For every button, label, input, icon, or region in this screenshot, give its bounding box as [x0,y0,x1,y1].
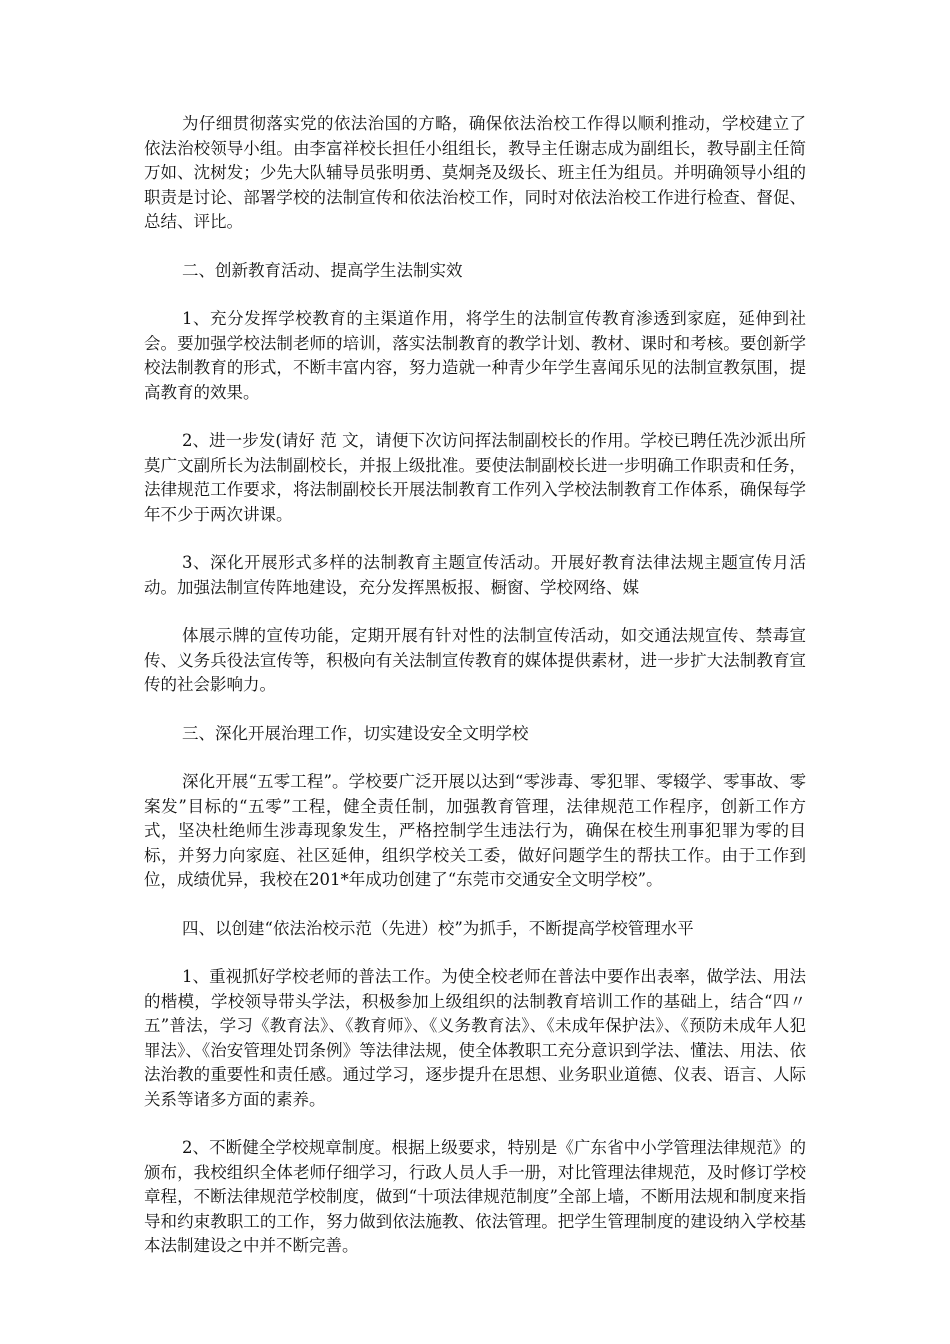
paragraph-2-3: 3、深化开展形式多样的法制教育主题宣传活动。开展好教育法律法规主题宣传月活动。加强法制宣传阵地建设，充分发挥黑板报、橱窗、学校网络、媒 [144,553,806,597]
paragraph-4-1: 1、重视抓好学校老师的普法工作。为使全校老师在普法中要作出表率，做学法、用法的楷模，学校领导带头学法，积极参加上级组织的法制教育培训工作的基础上，结合“四〃五”普法，学习《教育法》、《教育师》、《义务教育法》、《未成年保护法》、《预防未成年人犯罪法》、《治安管理处罚条例》等法律法规，使全体教职工充分意识到学法、懂法、用法、依法治教的重要性和责任感。通过学习，逐步提升在思想、业务职业道德、仪表、语言、人际关系等诸多方面的素养。 [144,967,806,1109]
section-heading-2: 二、创新教育活动、提高学生法制实效 [181,260,463,280]
paragraph-leadership-group: 为仔细贯彻落实党的依法治国的方略，确保依法治校工作得以顺利推动，学校建立了依法治校领导小组。由李富祥校长担任小组组长，教导主任谢志成为副组长，教导副主任简万如、沈树发；少先大队辅导员张明勇、莫炯尧及级长、班主任为组员。并明确领导小组的职责是讨论、部署学校的法制宣传和依法治校工作，同时对依法治校工作进行检查、督促、总结、评比。 [144,114,806,231]
paragraph-2-2: 2、进一步发(请好 范 文，请便下次访问挥法制副校长的作用。学校已聘任冼沙派出所莫广文副所长为法制副校长，并报上级批准。要使法制副校长进一步明确工作职责和任务，法律规范工作要求，将法制副校长开展法制教育工作列入学校法制教育工作体系，确保每学年不少于两次讲课。 [144,431,806,524]
paragraph-2-1: 1、充分发挥学校教育的主渠道作用，将学生的法制宣传教育渗透到家庭，延伸到社会。要加强学校法制老师的培训，落实法制教育的教学计划、教材、课时和考核。要创新学校法制教育的形式，不断丰富内容，努力造就一种青少年学生喜闻乐见的法制宣教氛围，提高教育的效果。 [144,309,806,402]
document-page [144,112,806,1283]
paragraph-3-five-zero: 深化开展“五零工程”。学校要广泛开展以达到“零涉毒、零犯罪、零辍学、零事故、零案发”目标的“五零”工程，健全责任制，加强教育管理，法律规范工作程序，创新工作方式，坚决杜绝师生涉毒现象发生，严格控制学生违法行为，确保在校生刑事犯罪为零的目标，并努力向家庭、社区延伸，组织学校关工委，做好问题学生的帮扶工作。由于工作到位，成绩优异，我校在201*年成功创建了“东莞市交通安全文明学校”。 [144,772,806,889]
paragraph-2-3-continued: 体展示牌的宣传功能，定期开展有针对性的法制宣传活动，如交通法规宣传、禁毒宣传、义务兵役法宣传等，积极向有关法制宣传教育的媒体提供素材，进一步扩大法制教育宣传的社会影响力。 [144,626,806,694]
section-heading-3: 三、深化开展治理工作，切实建设安全文明学校 [181,723,529,743]
section-heading-4: 四、以创建“依法治校示范（先进）校”为抓手，不断提高学校管理水平 [181,918,694,938]
paragraph-4-2: 2、不断健全学校规章制度。根据上级要求，特别是《广东省中小学管理法律规范》的颁布，我校组织全体老师仔细学习，行政人员人手一册，对比管理法律规范，及时修订学校章程，不断法律规范学校制度，做到“十项法律规范制度”全部上墙，不断用法规和制度来指导和约束教职工的工作，努力做到依法施教、依法管理。把学生管理制度的建设纳入学校基本法制建设之中并不断完善。 [144,1138,806,1255]
